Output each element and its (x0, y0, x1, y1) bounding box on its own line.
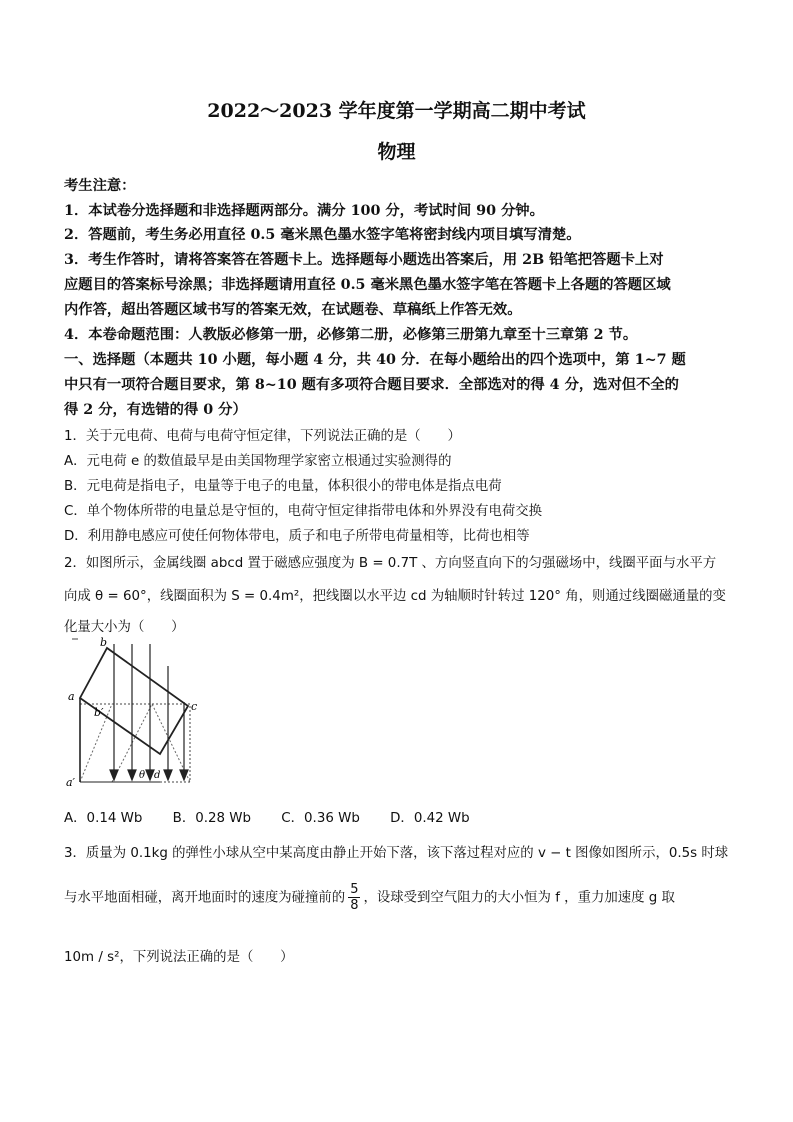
q2-option-b: B．0.28 Wb (172, 811, 252, 826)
notice-item-1: 1．本试卷分选择题和非选择题两部分。满分 100 分，考试时间 90 分钟。 (64, 203, 544, 219)
q2-line-3: 化量大小为（ ） (64, 620, 185, 635)
section1-line-1: 一、选择题（本题共 10 小题，每小题 4 分，共 40 分．在每小题给出的四个选项中，第 1~7 题 (64, 352, 686, 368)
exam-title: 2022～2023 学年度第一学期高二期中考试 (207, 100, 586, 122)
label-theta: θ (139, 770, 146, 781)
q2-coil-figure (62, 636, 202, 796)
q1-option-a: A．元电荷 e 的数值最早是由美国物理学家密立根通过实验测得的 (64, 454, 452, 469)
q2-options (64, 807, 734, 826)
q1-stem: 1．关于元电荷、电荷与电荷守恒定律，下列说法正确的是（ ） (64, 429, 461, 444)
q2-option-d: D．0.42 Wb (390, 811, 470, 826)
q2-option-a: A．0.14 Wb (64, 811, 143, 826)
q2-line-1: 2．如图所示，金属线圈 abcd 置于磁感应强度为 B = 0.7T 、方向竖直向下的匀强磁场中，线圈平面与水平方 (64, 556, 717, 571)
q3-line-3: 10m / s²，下列说法正确的是（ ） (64, 950, 294, 965)
q1-option-b: B．元电荷是指电子，电量等于电子的电量，体积很小的带电体是指点电荷 (64, 479, 502, 494)
section1-line-3: 得 2 分，有选错的得 0 分） (64, 402, 247, 418)
notice-item-3: 3．考生作答时，请将答案答在答题卡上。选择题每小题选出答案后，用 2B 铅笔把答题卡上对 (64, 252, 664, 268)
q3-line-2-post: ，设球受到空气阻力的大小恒为 f ，重力加速度 g 取 (363, 890, 675, 906)
q3-fraction-denominator: 8 (350, 898, 359, 913)
notice-item-3-cont: 应题目的答案标号涂黑；非选择题请用直径 0.5 毫米黑色墨水签字笔在答题卡上各题的答题区域 (64, 277, 671, 293)
label-a-prime: a′ (66, 776, 76, 789)
label-d: d (154, 770, 161, 781)
subject-title: 物理 (377, 141, 416, 163)
label-a: a (68, 690, 75, 703)
q3-line-2 (64, 882, 734, 913)
q3-fraction (348, 882, 360, 913)
q3-line-2-pre: 与水平地面相碰，离开地面时的速度为碰撞前的 (64, 890, 346, 906)
label-c: c (191, 700, 198, 713)
label-b: b (100, 636, 108, 649)
notice-item-2: 2．答题前，考生务必用直径 0.5 毫米黑色墨水签字笔将密封线内项目填写清楚。 (64, 227, 581, 243)
notice-heading: 考生注意： (64, 178, 136, 194)
section1-line-2: 中只有一项符合题目要求，第 8~10 题有多项符合题目要求．全部选对的得 4 分，选对但不全的 (64, 377, 679, 393)
notice-item-3-cont2: 内作答，超出答题区域书写的答案无效，在试题卷、草稿纸上作答无效。 (64, 302, 522, 318)
q2-option-c: C．0.36 Wb (281, 811, 360, 826)
q1-option-d: D．利用静电感应可使任何物体带电，质子和电子所带电荷量相等，比荷也相等 (64, 529, 530, 544)
notice-item-4: 4．本卷命题范围：人教版必修第一册，必修第二册，必修第三册第九章至十三章第 2 节。 (64, 327, 638, 343)
q3-line-1: 3．质量为 0.1kg 的弹性小球从空中某高度由静止开始下落，该下落过程对应的 v − t 图像如图所示，0.5s 时球 (64, 846, 729, 861)
q1-option-c: C．单个物体所带的电量总是守恒的，电荷守恒定律指带电体和外界没有电荷交换 (64, 504, 543, 519)
q3-fraction-numerator: 5 (350, 882, 359, 897)
label-b-prime: b′ (94, 706, 104, 719)
q2-line-2: 向成 θ = 60°，线圈面积为 S = 0.4m²，把线圈以水平边 cd 为轴顺时针转过 120° 角，则通过线圈磁通量的变 (64, 589, 726, 604)
